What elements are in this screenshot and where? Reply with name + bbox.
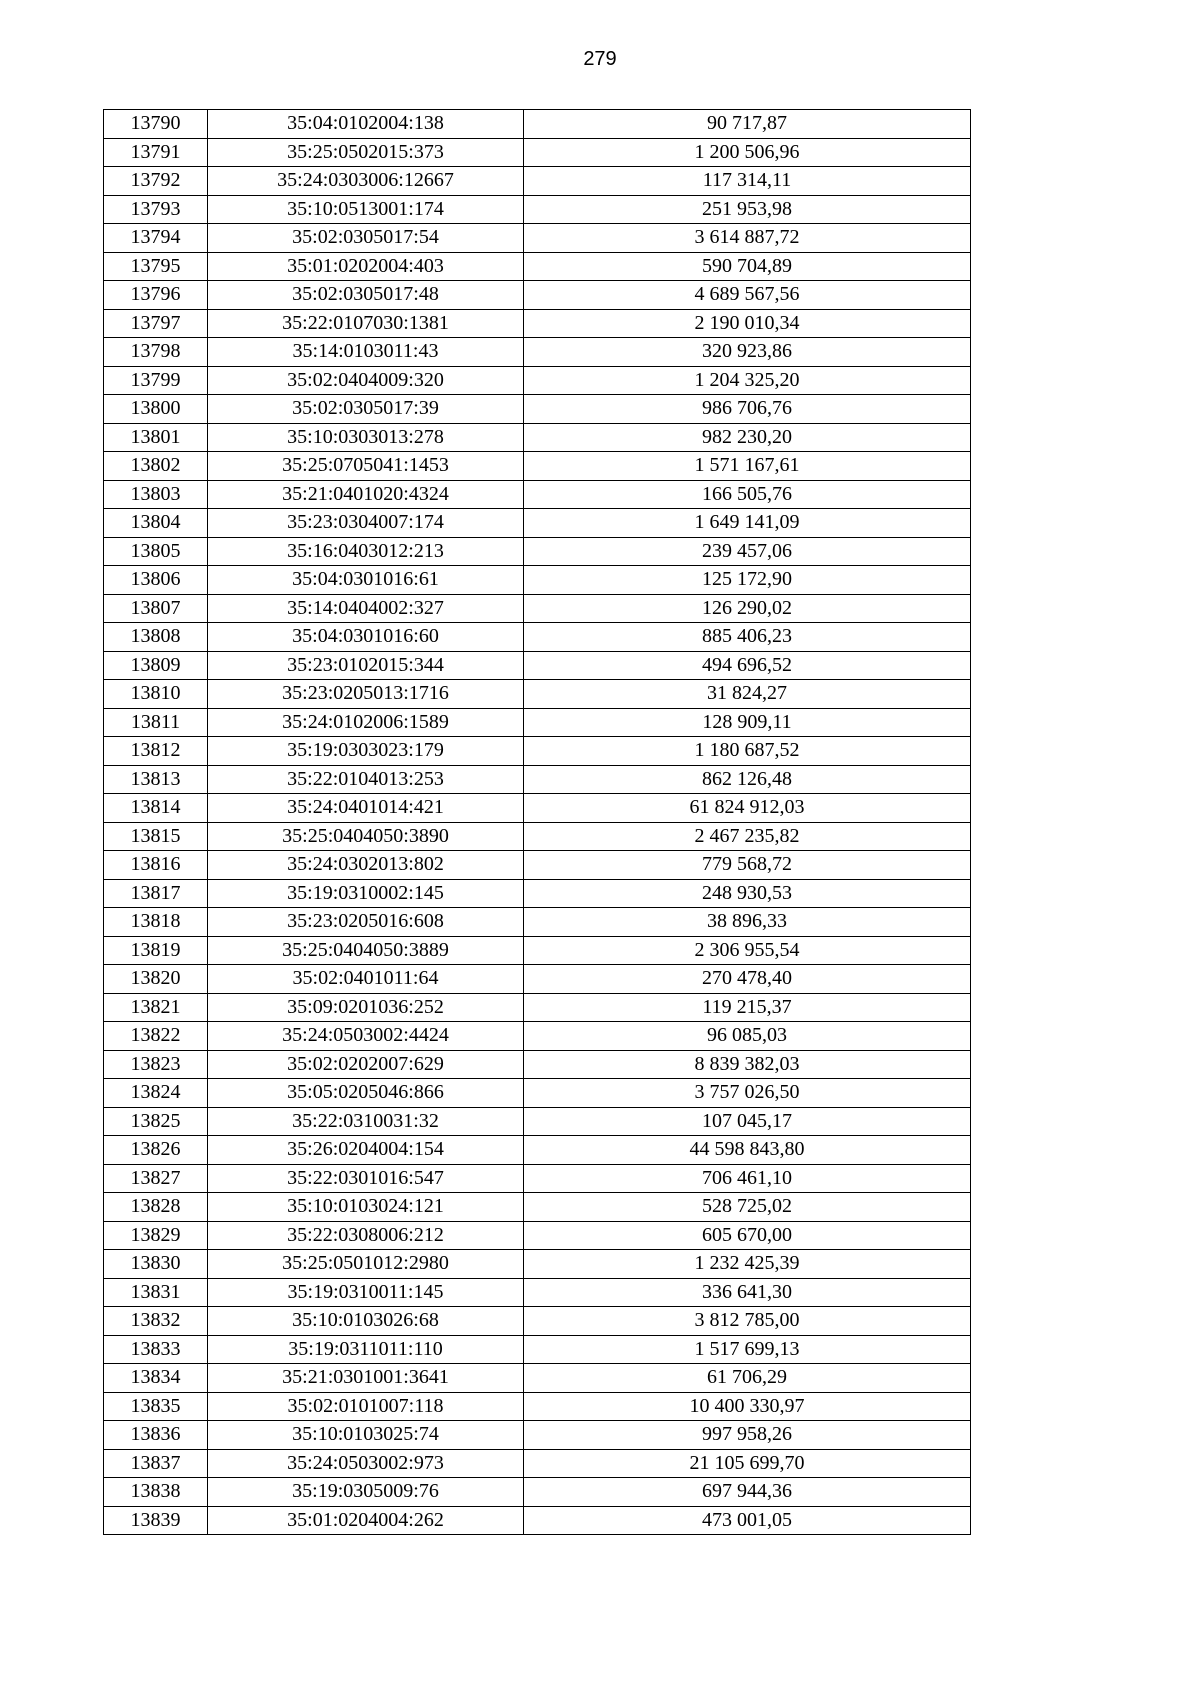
value-cell: 1 517 699,13 <box>524 1335 971 1364</box>
cadastral-number-cell: 35:24:0503002:973 <box>208 1449 524 1478</box>
row-number-cell: 13807 <box>104 594 208 623</box>
value-cell: 248 930,53 <box>524 879 971 908</box>
value-cell: 125 172,90 <box>524 566 971 595</box>
table-row <box>104 1307 971 1336</box>
cadastral-number-cell: 35:24:0503002:4424 <box>208 1022 524 1051</box>
row-number-cell: 13823 <box>104 1050 208 1079</box>
row-number-cell: 13818 <box>104 908 208 937</box>
value-cell: 96 085,03 <box>524 1022 971 1051</box>
cadastral-number-cell: 35:10:0103025:74 <box>208 1421 524 1450</box>
value-cell: 1 232 425,39 <box>524 1250 971 1279</box>
cadastral-number-cell: 35:22:0301016:547 <box>208 1164 524 1193</box>
table-row <box>104 1050 971 1079</box>
cadastral-number-cell: 35:25:0502015:373 <box>208 138 524 167</box>
table-row <box>104 1079 971 1108</box>
row-number-cell: 13835 <box>104 1392 208 1421</box>
row-number-cell: 13834 <box>104 1364 208 1393</box>
row-number-cell: 13794 <box>104 224 208 253</box>
value-cell: 239 457,06 <box>524 537 971 566</box>
value-cell: 119 215,37 <box>524 993 971 1022</box>
value-cell: 697 944,36 <box>524 1478 971 1507</box>
row-number-cell: 13822 <box>104 1022 208 1051</box>
row-number-cell: 13801 <box>104 423 208 452</box>
cadastral-number-cell: 35:02:0305017:54 <box>208 224 524 253</box>
row-number-cell: 13831 <box>104 1278 208 1307</box>
table-row <box>104 623 971 652</box>
table-row <box>104 594 971 623</box>
value-cell: 8 839 382,03 <box>524 1050 971 1079</box>
cadastral-number-cell: 35:10:0103024:121 <box>208 1193 524 1222</box>
row-number-cell: 13817 <box>104 879 208 908</box>
table-row <box>104 822 971 851</box>
table-row <box>104 651 971 680</box>
value-cell: 1 180 687,52 <box>524 737 971 766</box>
table-row <box>104 1335 971 1364</box>
row-number-cell: 13809 <box>104 651 208 680</box>
cadastral-number-cell: 35:01:0204004:262 <box>208 1506 524 1535</box>
value-cell: 862 126,48 <box>524 765 971 794</box>
cadastral-number-cell: 35:26:0204004:154 <box>208 1136 524 1165</box>
cadastral-number-cell: 35:25:0404050:3889 <box>208 936 524 965</box>
value-cell: 3 757 026,50 <box>524 1079 971 1108</box>
cadastral-number-cell: 35:23:0102015:344 <box>208 651 524 680</box>
row-number-cell: 13829 <box>104 1221 208 1250</box>
cadastral-number-cell: 35:25:0404050:3890 <box>208 822 524 851</box>
value-cell: 107 045,17 <box>524 1107 971 1136</box>
value-cell: 473 001,05 <box>524 1506 971 1535</box>
table-row <box>104 794 971 823</box>
table-row <box>104 1107 971 1136</box>
cadastral-number-cell: 35:22:0107030:1381 <box>208 309 524 338</box>
cadastral-number-cell: 35:24:0302013:802 <box>208 851 524 880</box>
value-cell: 31 824,27 <box>524 680 971 709</box>
table-row <box>104 993 971 1022</box>
row-number-cell: 13837 <box>104 1449 208 1478</box>
table-row <box>104 395 971 424</box>
value-cell: 2 306 955,54 <box>524 936 971 965</box>
cadastral-number-cell: 35:10:0303013:278 <box>208 423 524 452</box>
cadastral-number-cell: 35:25:0501012:2980 <box>208 1250 524 1279</box>
table-row <box>104 1364 971 1393</box>
value-cell: 982 230,20 <box>524 423 971 452</box>
value-cell: 1 571 167,61 <box>524 452 971 481</box>
table-row <box>104 167 971 196</box>
row-number-cell: 13827 <box>104 1164 208 1193</box>
cadastral-number-cell: 35:19:0311011:110 <box>208 1335 524 1364</box>
row-number-cell: 13839 <box>104 1506 208 1535</box>
cadastral-number-cell: 35:02:0101007:118 <box>208 1392 524 1421</box>
cadastral-number-cell: 35:01:0202004:403 <box>208 252 524 281</box>
table-row <box>104 224 971 253</box>
page-number: 279 <box>583 48 617 70</box>
value-cell: 494 696,52 <box>524 651 971 680</box>
cadastral-number-cell: 35:22:0310031:32 <box>208 1107 524 1136</box>
table-row <box>104 1278 971 1307</box>
table-row <box>104 252 971 281</box>
row-number-cell: 13799 <box>104 366 208 395</box>
cadastral-number-cell: 35:04:0102004:138 <box>208 110 524 139</box>
row-number-cell: 13838 <box>104 1478 208 1507</box>
value-cell: 61 706,29 <box>524 1364 971 1393</box>
value-cell: 251 953,98 <box>524 195 971 224</box>
cadastral-number-cell: 35:09:0201036:252 <box>208 993 524 1022</box>
cadastral-number-cell: 35:14:0404002:327 <box>208 594 524 623</box>
value-cell: 1 204 325,20 <box>524 366 971 395</box>
row-number-cell: 13825 <box>104 1107 208 1136</box>
value-cell: 336 641,30 <box>524 1278 971 1307</box>
cadastral-number-cell: 35:02:0401011:64 <box>208 965 524 994</box>
row-number-cell: 13826 <box>104 1136 208 1165</box>
value-cell: 3 614 887,72 <box>524 224 971 253</box>
row-number-cell: 13830 <box>104 1250 208 1279</box>
row-number-cell: 13833 <box>104 1335 208 1364</box>
row-number-cell: 13816 <box>104 851 208 880</box>
table-row <box>104 480 971 509</box>
cadastral-number-cell: 35:24:0102006:1589 <box>208 708 524 737</box>
table-row <box>104 1022 971 1051</box>
cadastral-number-cell: 35:21:0301001:3641 <box>208 1364 524 1393</box>
value-cell: 2 190 010,34 <box>524 309 971 338</box>
value-cell: 270 478,40 <box>524 965 971 994</box>
table-row <box>104 680 971 709</box>
value-cell: 90 717,87 <box>524 110 971 139</box>
cadastral-number-cell: 35:05:0205046:866 <box>208 1079 524 1108</box>
cadastral-number-cell: 35:23:0205013:1716 <box>208 680 524 709</box>
table-row <box>104 338 971 367</box>
table-row <box>104 851 971 880</box>
value-cell: 44 598 843,80 <box>524 1136 971 1165</box>
row-number-cell: 13798 <box>104 338 208 367</box>
row-number-cell: 13791 <box>104 138 208 167</box>
cadastral-number-cell: 35:23:0205016:608 <box>208 908 524 937</box>
row-number-cell: 13803 <box>104 480 208 509</box>
value-cell: 38 896,33 <box>524 908 971 937</box>
table-row <box>104 1506 971 1535</box>
table-row <box>104 281 971 310</box>
value-cell: 10 400 330,97 <box>524 1392 971 1421</box>
table-row <box>104 1478 971 1507</box>
cadastral-number-cell: 35:04:0301016:61 <box>208 566 524 595</box>
cadastral-number-cell: 35:23:0304007:174 <box>208 509 524 538</box>
table-row <box>104 1136 971 1165</box>
table-row <box>104 708 971 737</box>
value-cell: 117 314,11 <box>524 167 971 196</box>
row-number-cell: 13824 <box>104 1079 208 1108</box>
row-number-cell: 13804 <box>104 509 208 538</box>
row-number-cell: 13813 <box>104 765 208 794</box>
cadastral-number-cell: 35:21:0401020:4324 <box>208 480 524 509</box>
cadastral-number-cell: 35:25:0705041:1453 <box>208 452 524 481</box>
table-row <box>104 737 971 766</box>
row-number-cell: 13820 <box>104 965 208 994</box>
value-cell: 166 505,76 <box>524 480 971 509</box>
value-cell: 885 406,23 <box>524 623 971 652</box>
table-row <box>104 1449 971 1478</box>
row-number-cell: 13805 <box>104 537 208 566</box>
cadastral-number-cell: 35:02:0305017:39 <box>208 395 524 424</box>
table-row <box>104 1392 971 1421</box>
row-number-cell: 13812 <box>104 737 208 766</box>
cadastral-number-cell: 35:22:0104013:253 <box>208 765 524 794</box>
value-cell: 61 824 912,03 <box>524 794 971 823</box>
row-number-cell: 13802 <box>104 452 208 481</box>
row-number-cell: 13821 <box>104 993 208 1022</box>
value-cell: 126 290,02 <box>524 594 971 623</box>
row-number-cell: 13796 <box>104 281 208 310</box>
table-row <box>104 423 971 452</box>
row-number-cell: 13793 <box>104 195 208 224</box>
row-number-cell: 13795 <box>104 252 208 281</box>
value-cell: 986 706,76 <box>524 395 971 424</box>
value-cell: 997 958,26 <box>524 1421 971 1450</box>
data-table <box>103 109 971 1535</box>
table-body <box>104 110 971 1535</box>
row-number-cell: 13800 <box>104 395 208 424</box>
row-number-cell: 13797 <box>104 309 208 338</box>
cadastral-number-cell: 35:02:0404009:320 <box>208 366 524 395</box>
cadastral-number-cell: 35:19:0310011:145 <box>208 1278 524 1307</box>
cadastral-number-cell: 35:24:0401014:421 <box>208 794 524 823</box>
cadastral-number-cell: 35:19:0310002:145 <box>208 879 524 908</box>
value-cell: 21 105 699,70 <box>524 1449 971 1478</box>
row-number-cell: 13811 <box>104 708 208 737</box>
row-number-cell: 13832 <box>104 1307 208 1336</box>
table-row <box>104 908 971 937</box>
table-row <box>104 195 971 224</box>
cadastral-number-cell: 35:10:0513001:174 <box>208 195 524 224</box>
cadastral-number-cell: 35:04:0301016:60 <box>208 623 524 652</box>
table-row <box>104 1164 971 1193</box>
row-number-cell: 13806 <box>104 566 208 595</box>
table-row <box>104 1221 971 1250</box>
table-row <box>104 1250 971 1279</box>
cadastral-number-cell: 35:19:0305009:76 <box>208 1478 524 1507</box>
cadastral-number-cell: 35:14:0103011:43 <box>208 338 524 367</box>
value-cell: 528 725,02 <box>524 1193 971 1222</box>
table-row <box>104 965 971 994</box>
value-cell: 2 467 235,82 <box>524 822 971 851</box>
table-row <box>104 138 971 167</box>
value-cell: 1 200 506,96 <box>524 138 971 167</box>
cadastral-number-cell: 35:02:0305017:48 <box>208 281 524 310</box>
table-row <box>104 1421 971 1450</box>
table-row <box>104 309 971 338</box>
row-number-cell: 13808 <box>104 623 208 652</box>
row-number-cell: 13814 <box>104 794 208 823</box>
cadastral-number-cell: 35:19:0303023:179 <box>208 737 524 766</box>
table-row <box>104 879 971 908</box>
cadastral-number-cell: 35:16:0403012:213 <box>208 537 524 566</box>
cadastral-number-cell: 35:10:0103026:68 <box>208 1307 524 1336</box>
value-cell: 605 670,00 <box>524 1221 971 1250</box>
row-number-cell: 13836 <box>104 1421 208 1450</box>
value-cell: 4 689 567,56 <box>524 281 971 310</box>
value-cell: 320 923,86 <box>524 338 971 367</box>
cadastral-number-cell: 35:24:0303006:12667 <box>208 167 524 196</box>
value-cell: 128 909,11 <box>524 708 971 737</box>
row-number-cell: 13828 <box>104 1193 208 1222</box>
cadastral-number-cell: 35:02:0202007:629 <box>208 1050 524 1079</box>
value-cell: 706 461,10 <box>524 1164 971 1193</box>
value-cell: 779 568,72 <box>524 851 971 880</box>
table-row <box>104 110 971 139</box>
table-row <box>104 452 971 481</box>
row-number-cell: 13815 <box>104 822 208 851</box>
table-row <box>104 936 971 965</box>
row-number-cell: 13790 <box>104 110 208 139</box>
table-row <box>104 566 971 595</box>
table-row <box>104 509 971 538</box>
value-cell: 590 704,89 <box>524 252 971 281</box>
row-number-cell: 13792 <box>104 167 208 196</box>
row-number-cell: 13819 <box>104 936 208 965</box>
table-row <box>104 1193 971 1222</box>
table-row <box>104 366 971 395</box>
value-cell: 1 649 141,09 <box>524 509 971 538</box>
value-cell: 3 812 785,00 <box>524 1307 971 1336</box>
table-row <box>104 537 971 566</box>
table-row <box>104 765 971 794</box>
cadastral-number-cell: 35:22:0308006:212 <box>208 1221 524 1250</box>
row-number-cell: 13810 <box>104 680 208 709</box>
